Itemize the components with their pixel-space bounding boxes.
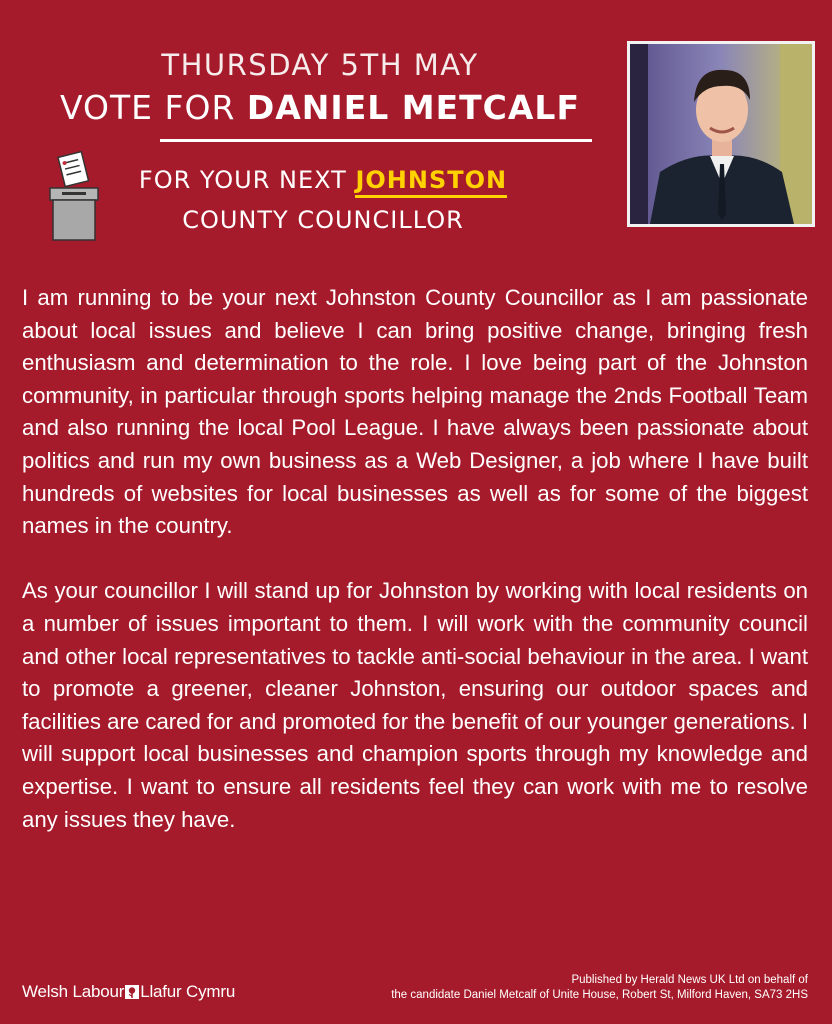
statement-body: [22, 282, 808, 869]
council-prefix: FOR YOUR NEXT: [138, 166, 347, 194]
statement-paragraph-1: I am running to be your next Johnston County Councillor as I am passionate about local issues and believe I can bring positive change, bringing fresh enthusiasm and determination to the role. I love being part of the Johnston community, in particular through sports helping manage the 2nds Football Team and also running the local Pool League. I have always been passionate about politics and run my own business as a Web Designer, a job where I have built hundreds of websites for local businesses as well as for some of the biggest names in the country.: [22, 285, 808, 539]
council-line-1: [118, 166, 528, 194]
imprint-line-2: the candidate Daniel Metcalf of Unite House, Robert St, Milford Haven, SA73 2HS: [391, 989, 808, 1001]
leaflet-header: [0, 0, 832, 260]
imprint: [328, 973, 808, 1003]
vote-headline: [40, 88, 600, 127]
election-date: THURSDAY 5TH MAY: [161, 48, 479, 82]
vote-prefix: VOTE FOR: [60, 88, 236, 127]
rose-icon: [125, 984, 139, 998]
statement-paragraph-2: As your councillor I will stand up for Johnston by working with local residents on a number of issues important to them. I will work with the community council and other local representatives to tackle anti-social behaviour in the area. I want to promote a greener, cleaner Johnston, ensuring our outdoor spaces and facilities are cared for and promoted for the benefit of our younger generations. I will support local businesses and champion sports through my knowledge and expertise. I want to ensure all residents feel they can work with me to resolve any issues they have.: [22, 578, 808, 832]
headline-divider: [160, 139, 592, 142]
party-logo: [22, 982, 235, 1002]
imprint-line-1: Published by Herald News UK Ltd on behalf of: [571, 974, 808, 986]
logo-text-english: Welsh Labour: [22, 982, 125, 1001]
ward-name: JOHNSTON: [355, 166, 507, 198]
council-line-2: COUNTY COUNCILLOR: [182, 206, 464, 234]
ballot-box-icon: [46, 150, 102, 242]
logo-text-welsh: Llafur Cymru: [140, 982, 236, 1001]
candidate-photo: [627, 41, 815, 227]
candidate-name: DANIEL METCALF: [246, 88, 580, 127]
